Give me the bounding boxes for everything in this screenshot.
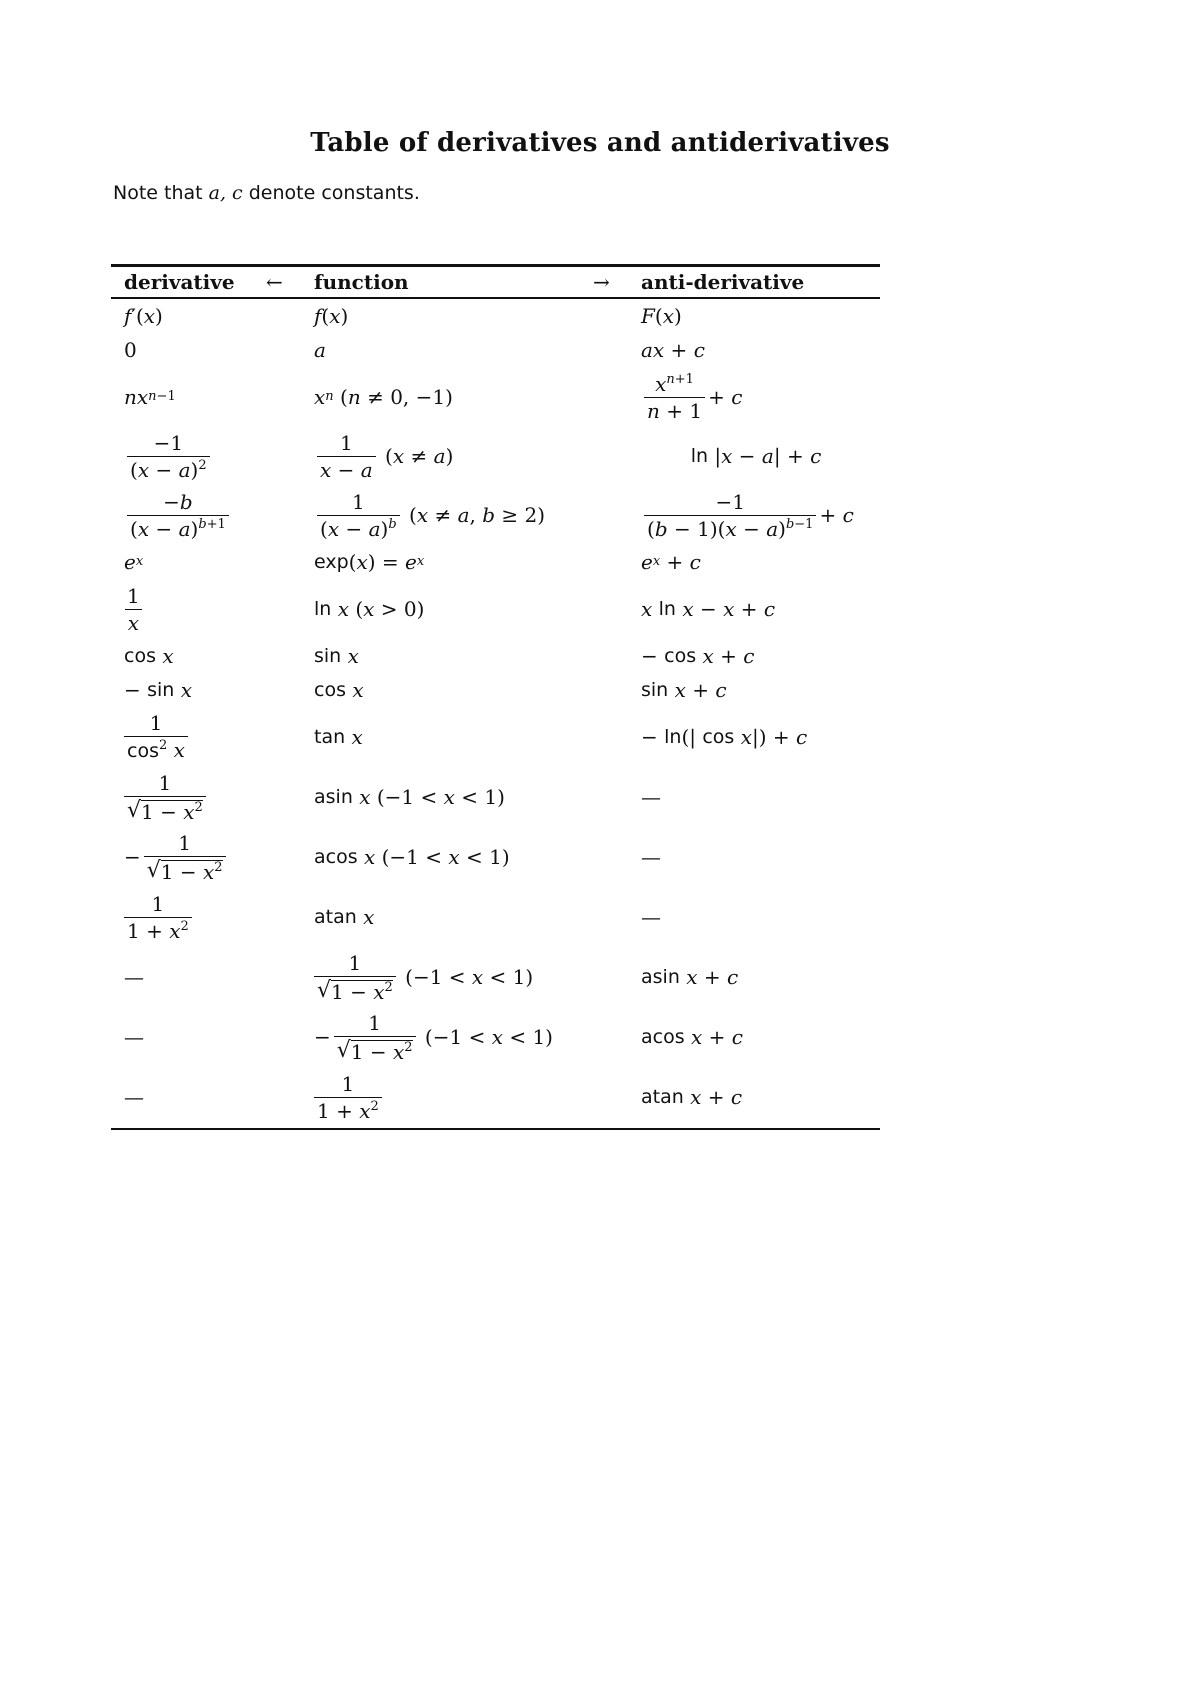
formula: — — [124, 1085, 144, 1109]
function-cell — [314, 887, 374, 947]
antiderivative-cell — [641, 1007, 743, 1067]
formula: — — [124, 1025, 144, 1049]
function-cell — [314, 367, 453, 427]
derivative-cell — [124, 1007, 144, 1067]
function-cell — [314, 545, 424, 579]
derivative-cell — [124, 887, 195, 947]
formula: acos x (−1 < x < 1) — [314, 845, 510, 869]
table-row — [111, 947, 880, 1007]
table-row — [111, 639, 880, 673]
derivative-cell — [124, 1067, 144, 1127]
derivative-cell — [124, 767, 209, 827]
antiderivative-cell — [641, 767, 661, 827]
derivative-cell — [124, 579, 146, 639]
formula: asin x + c — [641, 965, 739, 989]
derivative-cell — [124, 367, 176, 427]
derivative-cell — [124, 947, 144, 1007]
formula: f ′( x ) — [124, 304, 163, 328]
left-arrow-icon: ← — [266, 270, 283, 294]
function-cell — [314, 299, 348, 333]
table-bottom-rule — [111, 1128, 880, 1130]
formula: F ( x ) — [641, 304, 682, 328]
table-row — [111, 1067, 880, 1127]
antiderivative-cell — [641, 673, 727, 707]
formula: cos x — [314, 678, 364, 702]
header-function: function — [314, 270, 409, 294]
table-row — [111, 545, 880, 579]
table-row — [111, 299, 880, 333]
function-cell — [314, 333, 326, 367]
antiderivative-cell — [641, 579, 775, 639]
formula: − sin x — [124, 678, 192, 702]
antiderivative-cell — [641, 827, 661, 887]
function-cell — [314, 673, 364, 707]
formula: nx n−1 — [124, 385, 176, 409]
formula: $\frac{1}{1 + x^2}$ — [314, 1074, 385, 1121]
function-cell — [314, 707, 363, 767]
table-row — [111, 767, 880, 827]
function-cell — [314, 827, 510, 887]
note-prefix: Note that — [113, 182, 209, 204]
table-row — [111, 367, 880, 427]
formula: ax + c — [641, 338, 705, 362]
formula: $\frac{-1}{(x - a)^2}$ — [124, 433, 213, 480]
derivative-cell — [124, 333, 137, 367]
function-cell — [314, 1067, 385, 1127]
formula: atan x + c — [641, 1085, 743, 1109]
derivative-cell — [124, 485, 232, 545]
right-arrow-icon: → — [593, 270, 610, 294]
note-suffix: denote constants. — [242, 182, 420, 204]
formula: f ( x ) — [314, 304, 349, 328]
formula: a — [314, 338, 326, 362]
formula: x n ( n ≠ 0, −1) — [314, 385, 453, 409]
function-cell — [314, 427, 453, 485]
antiderivative-cell — [641, 485, 854, 545]
antiderivative-cell — [641, 545, 701, 579]
function-cell — [314, 579, 424, 639]
formula: $\frac{1}{1 + x^2}$ — [124, 894, 195, 941]
antiderivative-cell — [641, 333, 705, 367]
formula: e x — [124, 550, 144, 574]
formula: ln x ( x > 0) — [314, 597, 425, 621]
formula: ln | x − a | + c — [690, 444, 822, 468]
derivative-cell — [124, 827, 229, 887]
formula: x ln x − x + c — [641, 597, 776, 621]
derivative-cell — [124, 427, 213, 485]
table-row — [111, 333, 880, 367]
antiderivative-cell — [641, 947, 738, 1007]
table-row — [111, 827, 880, 887]
formula: exp ( x ) = e x — [314, 550, 425, 574]
derivative-cell — [124, 673, 192, 707]
formula: $\frac{1}{\cos^2 x}$ — [124, 713, 191, 761]
function-cell — [314, 1007, 553, 1067]
function-cell — [314, 639, 359, 673]
header-derivative: derivative — [124, 270, 235, 294]
formula: $\frac{x^{n+1}}{n + 1}$ + c — [641, 374, 742, 421]
table-row — [111, 1007, 880, 1067]
formula: $\frac{1}{(x - a)^b}$ ( x ≠ a , b ≥ 2) — [314, 492, 545, 539]
formula: − cos x + c — [641, 644, 755, 668]
table-row — [111, 887, 880, 947]
function-cell — [314, 947, 533, 1007]
formula: sin x + c — [641, 678, 727, 702]
function-cell — [314, 767, 505, 827]
antiderivative-cell — [641, 367, 742, 427]
formula: 1 √ $1 - x^2$ (−1 < x < 1) — [314, 953, 533, 1002]
formula: − 1 √ $1 - x^2$ (−1 < x < 1) — [314, 1010, 553, 1064]
formula: acos x + c — [641, 1025, 743, 1049]
page-title: Table of derivatives and antiderivatives — [310, 128, 890, 158]
formula: — — [124, 965, 144, 989]
table-row — [111, 673, 880, 707]
antiderivative-cell — [641, 639, 754, 673]
function-cell — [314, 485, 545, 545]
antiderivative-cell — [641, 707, 807, 767]
table-row — [111, 579, 880, 639]
formula: 1 √ $1 - x^2$ — [124, 773, 209, 822]
note-symbols: a, c — [208, 182, 243, 204]
derivative-cell — [124, 639, 174, 673]
antiderivative-cell — [641, 299, 682, 333]
formula: − ln (| cos x |) + c — [641, 725, 808, 749]
formula: e x + c — [641, 550, 701, 574]
antiderivative-cell — [641, 887, 661, 947]
derivative-cell — [124, 299, 163, 333]
table-row — [111, 485, 880, 545]
formula: — — [641, 845, 661, 869]
note-text — [113, 182, 420, 204]
table-row — [111, 707, 880, 767]
derivative-cell — [124, 707, 191, 767]
formula: 0 — [124, 338, 137, 362]
formula: $\frac{-b}{(x - a)^{b+1}}$ — [124, 492, 232, 539]
formula: atan x — [314, 905, 375, 929]
header-antiderivative: anti-derivative — [641, 270, 805, 294]
antiderivative-cell — [641, 1067, 742, 1127]
table-header-row — [111, 267, 880, 297]
formula: sin x — [314, 644, 359, 668]
formula: $\frac{1}{x}$ — [124, 586, 146, 633]
table-row — [111, 427, 880, 485]
formula: asin x (−1 < x < 1) — [314, 785, 505, 809]
formula: — — [641, 905, 661, 929]
formula: $\frac{-1}{(b - 1)(x - a)^{b-1}}$ + c — [641, 492, 854, 539]
antiderivative-cell — [641, 427, 871, 485]
formula: − 1 √ $1 - x^2$ — [124, 833, 229, 882]
derivative-cell — [124, 545, 143, 579]
formula: tan x — [314, 725, 363, 749]
formula: cos x — [124, 644, 174, 668]
formula: — — [641, 785, 661, 809]
formula: $\frac{1}{x - a}$ ( x ≠ a ) — [314, 433, 453, 480]
